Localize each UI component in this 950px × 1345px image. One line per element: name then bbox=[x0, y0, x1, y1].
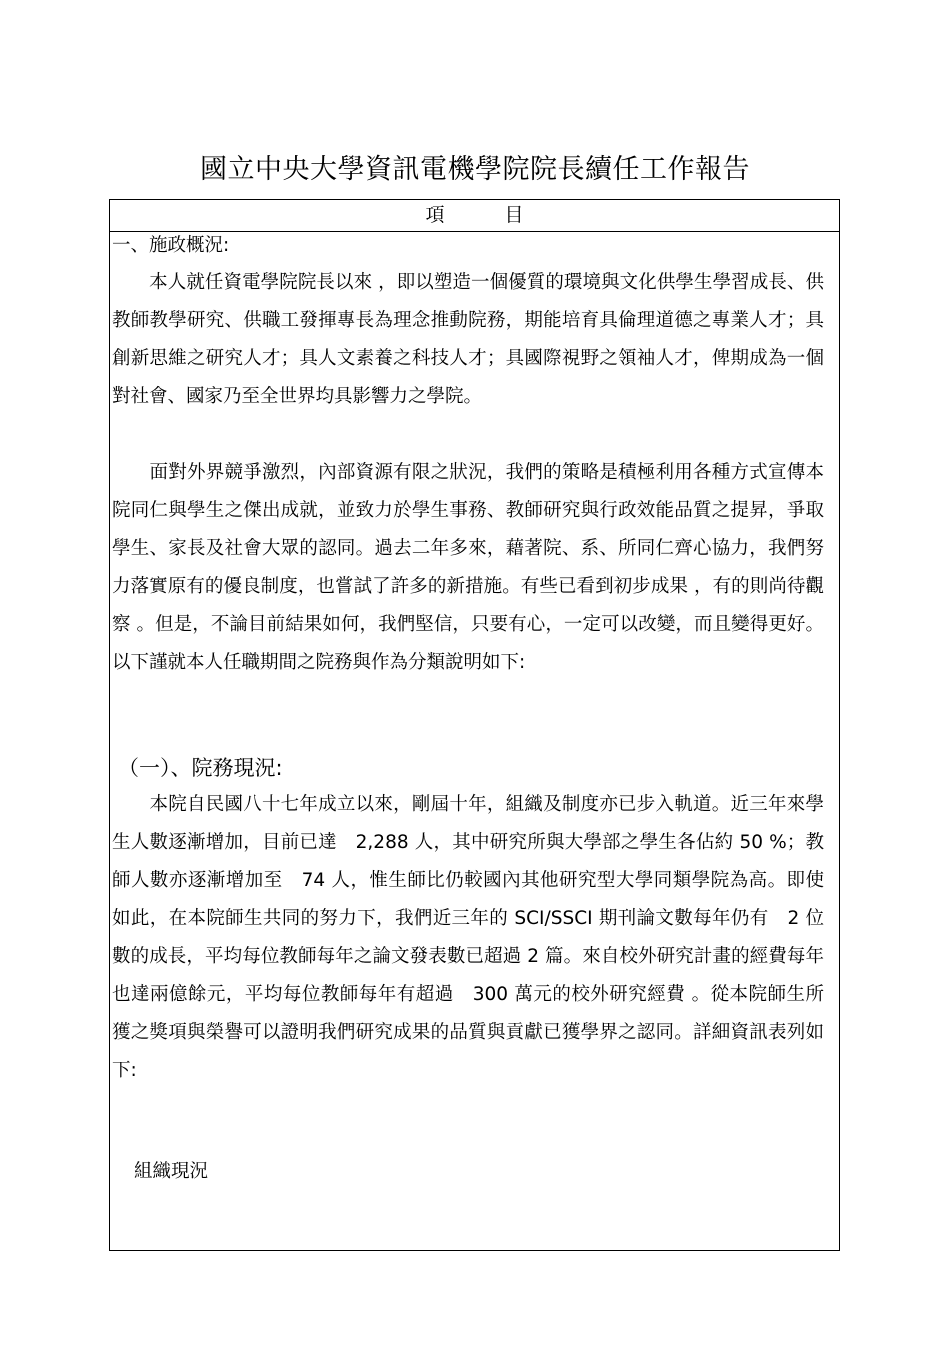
table-header: 項目 bbox=[110, 200, 839, 232]
subsection-heading-status: （一）、院務現況: bbox=[118, 756, 283, 780]
paragraph-mission: 本人就任資電學院院長以來 ，即以塑造一個優質的環境與文化供學生學習成長、供教師教學研究、供職工發揮專長為理念推動院務，期能培育具倫理道德之專業人才；具創新思維之研究人才；具人文素養之科技人才；具國際視野之領袖人才，俾期成為一個對社會、國家乃至全世界均具影響力之學院。 bbox=[112, 272, 824, 407]
paragraph-status: 本院自民國八十七年成立以來，剛屆十年，組織及制度亦已步入軌道。近三年來學生人數逐漸增加，目前已達 2,288 人，其中研究所與大學部之學生各佔約 50 %；教師人數亦逐漸增加至 74 人，惟生師比仍較國內其他研究型大學同類學院為高。即使如此，在本院師生共同的努力下，我們近三年的 SCI/SSCI 期刊論文數每年仍有 2 位數的成長，平均每位教師每年之論文發表數已超過 2 篇。來自校外研究計畫的經費每年也達兩億餘元，平均每位教師每年有超過 300 萬元的校外研究經費 。從本院師生所獲之獎項與榮譽可以證明我們研究成果的品質與貢獻已獲學界之認同。詳細資訊表列如下: bbox=[112, 794, 824, 1081]
paragraph-strategy: 面對外界競爭激烈，內部資源有限之狀況，我們的策略是積極利用各種方式宣傳本院同仁與學生之傑出成就，並致力於學生事務、教師研究與行政效能品質之提昇，爭取學生、家長及社會大眾的認同。過去二年多來，藉著院、系、所同仁齊心協力，我們努力落實原有的優良制度，也嘗試了許多的新措施。有些已看到初步成果 ，有的則尚待觀察 。但是，不論目前結果如何，我們堅信，只要有心，一定可以改變，而且變得更好。以下謹就本人任職期間之院務與作為分類說明如下: bbox=[112, 462, 824, 673]
section-heading-overview: 一、施政概況: bbox=[112, 235, 230, 256]
document-title: 國立中央大學資訊電機學院院長續任工作報告 bbox=[200, 154, 750, 185]
org-status-label: 組織現況 bbox=[134, 1161, 209, 1182]
report-table bbox=[109, 199, 840, 1251]
